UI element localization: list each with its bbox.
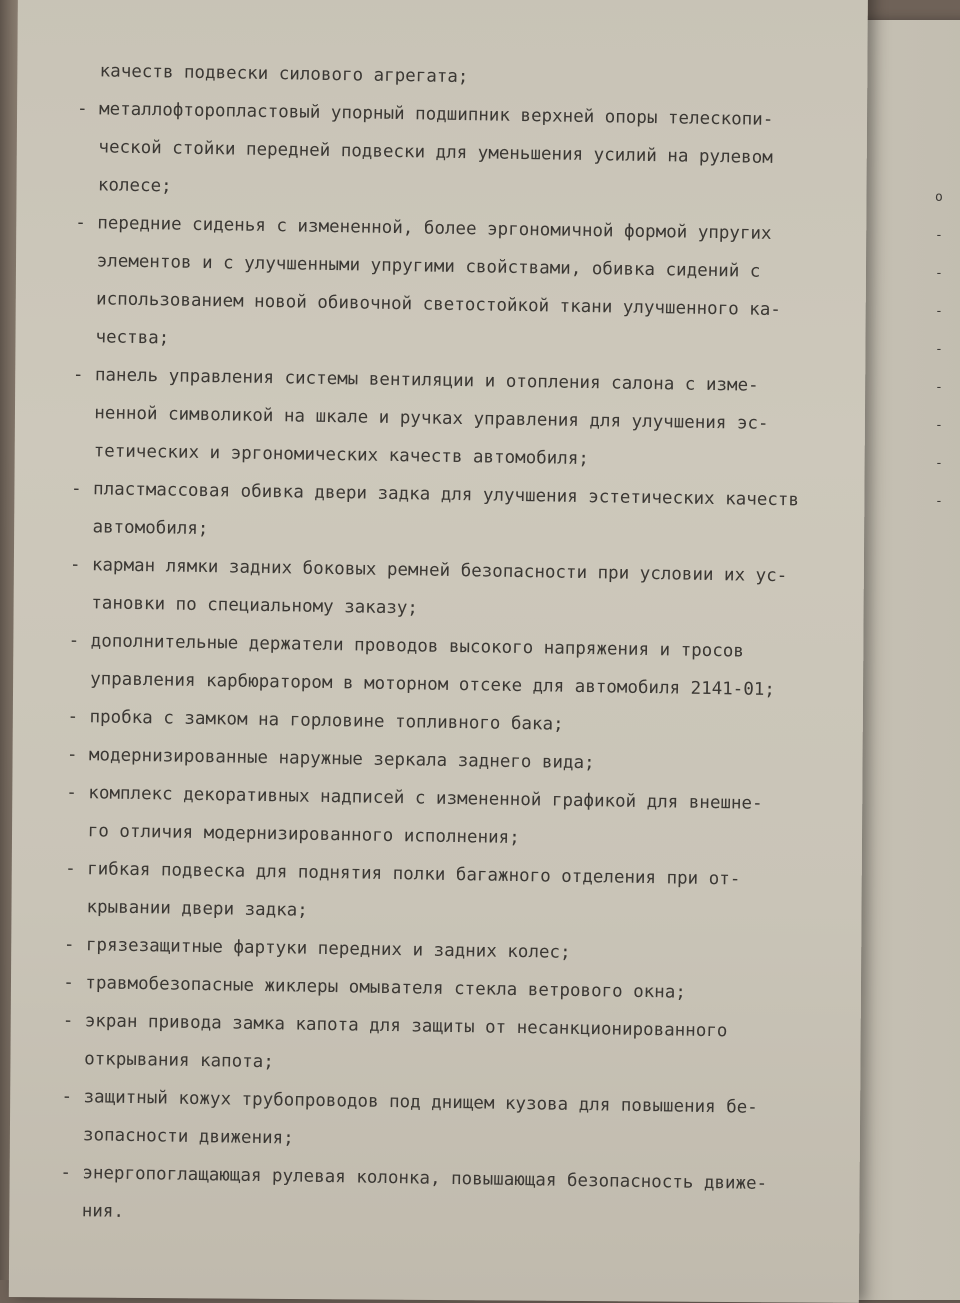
- adjacent-page-fragment: о: [935, 190, 943, 205]
- list-item-line: использованием новой обивочной светостойкой ткани улучшенного ка-: [95, 289, 782, 321]
- list-item: [61, 1078, 822, 1166]
- list-item: [62, 1002, 823, 1090]
- list-item: [76, 90, 838, 216]
- list-dash: -: [67, 706, 79, 728]
- list-item-line: ческой стойки передней подвески для уменьшения усилий на рулевом: [98, 137, 773, 168]
- adjacent-page-fragment: -: [935, 456, 943, 471]
- list-item-line: го отличия модернизированного исполнения;: [87, 821, 520, 849]
- list-dash: -: [63, 972, 75, 994]
- list-item: [64, 850, 825, 938]
- list-item-line: металлофторопластовый упорный подшипник верхней опоры телескопи-: [98, 99, 774, 130]
- list-dash: -: [66, 782, 78, 804]
- list-item-line: чества;: [95, 327, 170, 349]
- list-item-line: защитный кожух трубопроводов под днищем кузова для повышения бе-: [83, 1087, 758, 1118]
- list-dash: -: [60, 1162, 72, 1184]
- list-item-line: комплекс декоративных надписей с измененной графикой для внешне-: [88, 783, 763, 814]
- adjacent-page-fragment: -: [935, 380, 943, 395]
- list-item-line: модернизированные наружные зеркала заднего вида;: [88, 745, 595, 774]
- list-dash: -: [75, 212, 87, 234]
- list-dash: -: [72, 364, 84, 386]
- list-item-line: гибкая подвеска для поднятия полки багажного отделения при от-: [87, 859, 741, 890]
- list-item-line: открывания капота;: [84, 1049, 274, 1073]
- adjacent-page-fragment: -: [935, 494, 943, 509]
- adjacent-page-fragment: -: [935, 228, 943, 243]
- list-item-line: карман лямки задних боковых ремней безопасности при условии их ус-: [91, 555, 788, 587]
- list-item-line: экран привода замка капота для защиты от несанкционированного: [84, 1011, 728, 1042]
- list-item-line: передние сиденья с измененной, более эргономичной формой упругих: [97, 213, 772, 244]
- list-item-line: энергопоглащающая рулевая колонка, повышающая безопасность движе-: [82, 1163, 768, 1194]
- list-item-line: ненной символикой на шкале и ручках управления для улучшения эс-: [94, 403, 769, 434]
- list-item: [73, 204, 835, 368]
- list-item: [69, 546, 830, 634]
- list-item: [70, 470, 831, 558]
- list-item: [71, 356, 833, 482]
- list-dash: -: [70, 478, 82, 500]
- list-dash: -: [68, 630, 80, 652]
- adjacent-page-fragment: -: [935, 266, 943, 281]
- list-item-line: грязезащитные фартуки передних и задних колес;: [85, 935, 571, 963]
- list-dash: -: [65, 858, 76, 880]
- list-item-line: травмобезопасные жиклеры омывателя стекла ветрового окна;: [85, 973, 687, 1003]
- list-item-line: крывании двери задка;: [86, 897, 308, 921]
- adjacent-page-fragment: -: [935, 304, 943, 319]
- list-item-line: управления карбюратором в моторном отсеке для автомобиля 2141-01;: [89, 669, 776, 701]
- list-item-line: тетических и эргономических качеств автомобиля;: [93, 441, 590, 470]
- list-item-line: колесе;: [97, 175, 172, 197]
- opening-line: качеств подвески силового агрегата;: [99, 61, 469, 88]
- list-item-line: зопасности движения;: [82, 1125, 294, 1149]
- feature-list: [59, 90, 837, 1242]
- document-body: [59, 52, 837, 1242]
- list-item-line: пробка с замком на горловине топливного бака;: [89, 707, 564, 735]
- list-dash: -: [76, 98, 88, 120]
- list-item-line: дополнительные держатели проводов высокого напряжения и тросов: [90, 631, 745, 662]
- list-item: [68, 622, 829, 710]
- list-item: [65, 774, 826, 862]
- adjacent-page-fragment: -: [935, 418, 943, 433]
- list-dash: -: [66, 744, 78, 766]
- list-dash: -: [63, 934, 75, 956]
- list-item-line: пластмассовая обивка двери задка для улучшения эстетических качеств: [92, 479, 800, 511]
- list-item-line: автомобиля;: [92, 517, 209, 540]
- adjacent-page-fragment: -: [935, 342, 943, 357]
- list-dash: -: [69, 554, 81, 576]
- list-dash: -: [61, 1086, 73, 1108]
- list-dash: -: [62, 1010, 74, 1032]
- list-item-line: элементов и с улучшенными упругими свойствами, обивка сидений с: [96, 251, 761, 282]
- list-item: [59, 1154, 820, 1242]
- list-item-line: ния.: [81, 1201, 125, 1222]
- adjacent-page-fragments: [935, 190, 943, 532]
- list-item-line: тановки по специальному заказу;: [91, 593, 419, 619]
- list-item-line: панель управления системы вентиляции и отопления салона с изме-: [94, 365, 759, 396]
